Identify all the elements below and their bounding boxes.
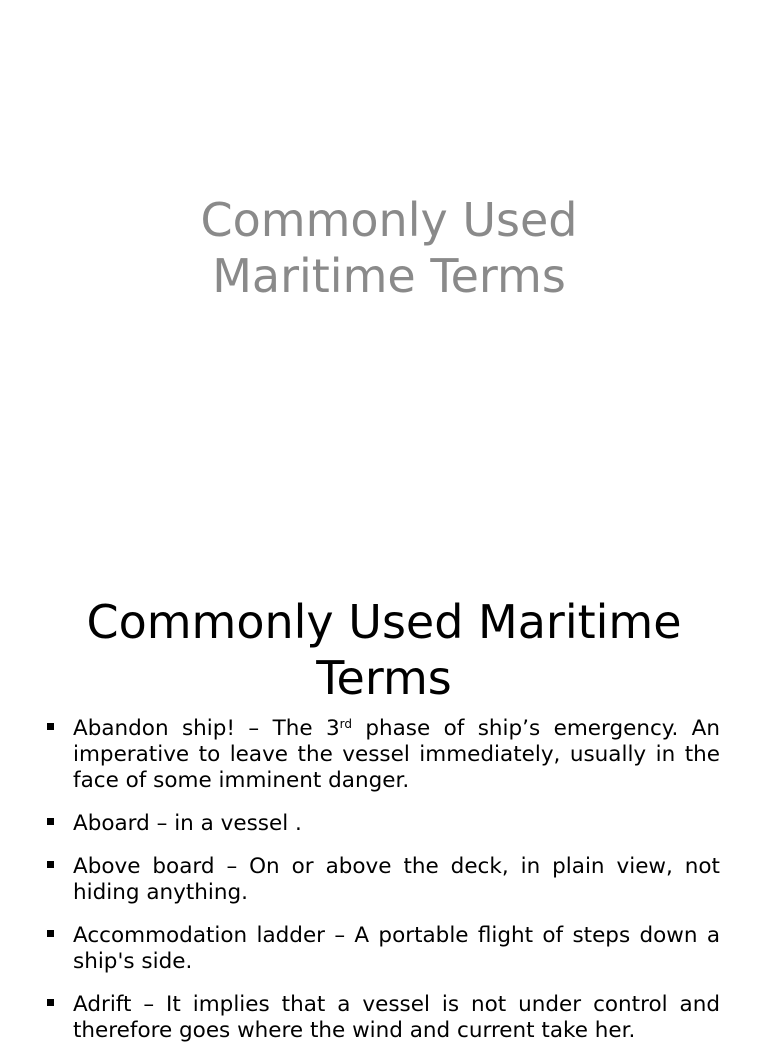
term-adrift [44, 992, 720, 1044]
term-above-board [44, 854, 720, 906]
square-bullet-icon [47, 999, 54, 1006]
slide1-title-line1: Commonly Used [200, 193, 578, 247]
term-abandon-ship [44, 716, 720, 794]
slide2-title-line1: Commonly Used Maritime [86, 595, 682, 649]
term-text: Accommodation ladder – A portable flight of steps down a ship's side. [73, 923, 720, 974]
square-bullet-icon [47, 930, 54, 937]
slide2-title-line2: Terms [316, 651, 452, 705]
term-text: Aboard – in a vessel . [73, 811, 302, 836]
term-text: Above board – On or above the deck, in plain view, not hiding anything. [73, 854, 720, 905]
term-text-part2: phase of ship’s emergency. An imperative to leave the vessel immediately, usually in the face of some imminent danger. [73, 716, 721, 793]
term-text: Adrift – It implies that a vessel is not under control and therefore goes where the wind and current take her. [73, 992, 720, 1043]
slide1-title-line2: Maritime Terms [212, 249, 566, 303]
square-bullet-icon [47, 818, 54, 825]
slide2-title [0, 594, 768, 706]
slide1-title [0, 192, 768, 304]
term-aboard [44, 811, 720, 837]
term-accommodation-ladder [44, 923, 720, 975]
square-bullet-icon [47, 861, 54, 868]
square-bullet-icon [47, 723, 54, 730]
term-text-part1: Abandon ship! – The 3 [73, 716, 340, 741]
term-ordinal-superscript: rd [339, 717, 352, 731]
term-list [44, 716, 720, 1061]
